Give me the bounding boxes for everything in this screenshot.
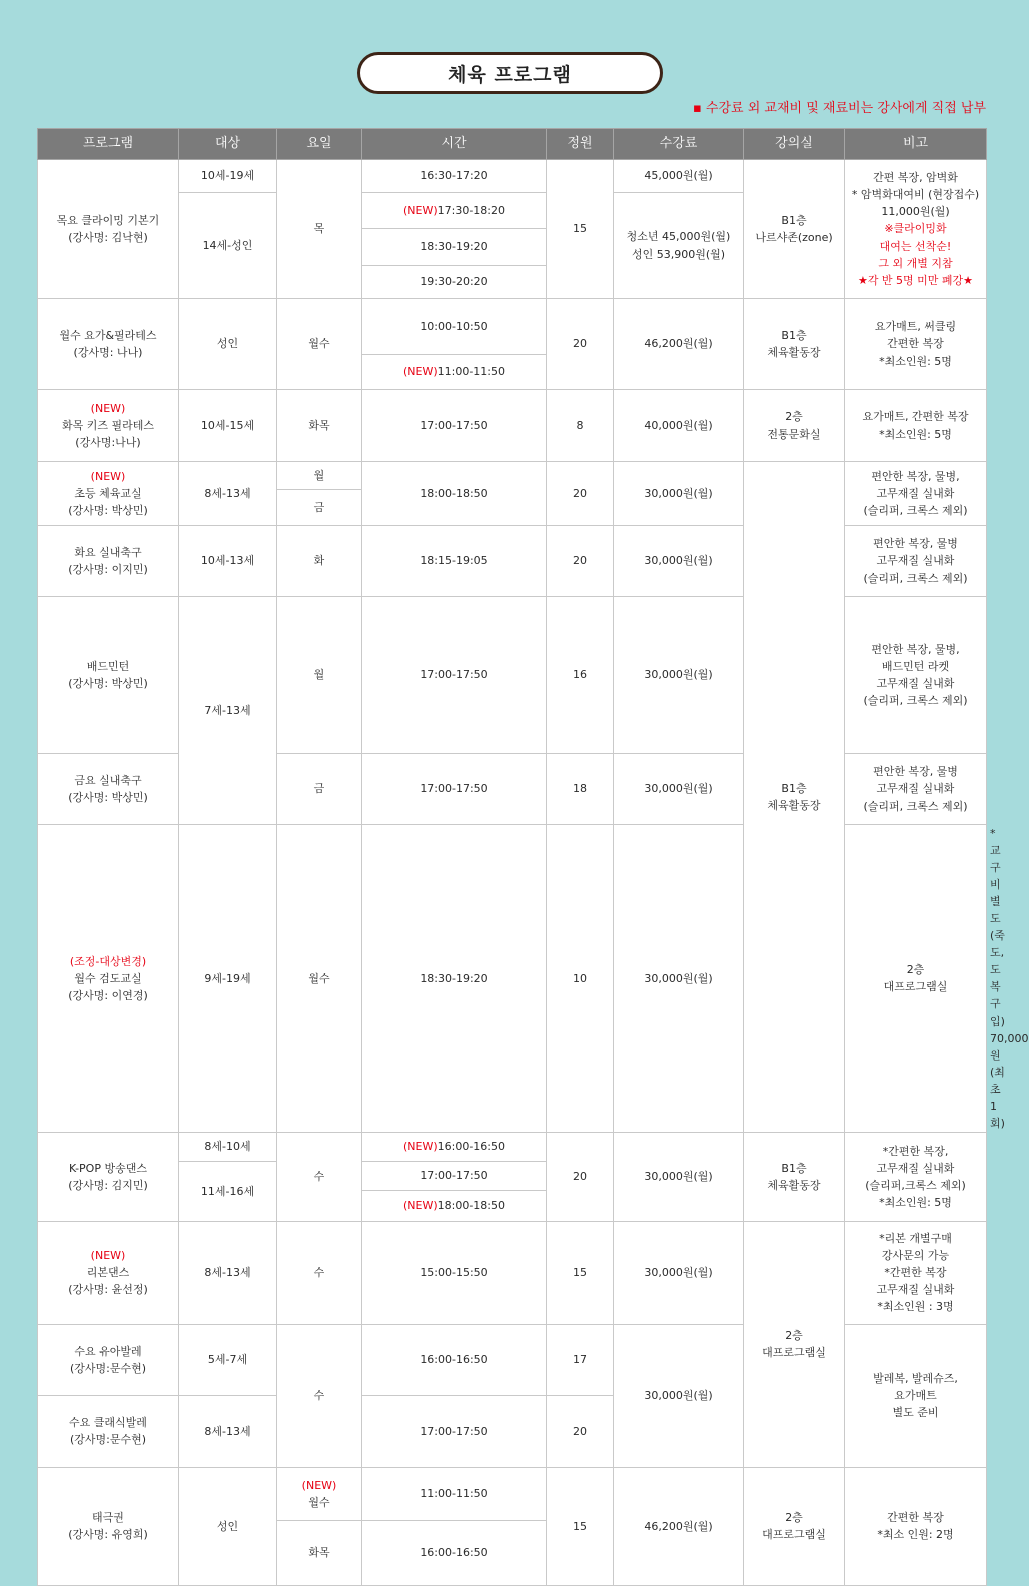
note-line: 요가매트, 써클링: [874, 320, 957, 334]
program-teacher: (강사명:문수현): [69, 1433, 147, 1447]
table-row: (조정-대상변경) 월수 검도교실 (강사명: 이연경) 9세-19세 월수 18:30-19:20 10 30,000원(월) 2층 대프로그램실 * 교구비 별도 (죽도, 도복 구입) 70,000원(최초 1회): [38, 825, 987, 1133]
notes-cell: [845, 526, 987, 597]
table-row: [38, 1467, 987, 1520]
day-cell: 화: [277, 526, 362, 597]
note-line: 고무재질 실내화: [876, 1283, 955, 1297]
note-line: 편안한 복장, 물병,: [871, 642, 960, 656]
capacity-cell: 8: [547, 390, 614, 462]
program-name: 월수 요가&필라테스: [59, 328, 157, 342]
fee-cell: 30,000원(월): [614, 526, 744, 597]
target-cell: 8세-13세: [179, 462, 277, 526]
room-name: 체육활동장: [767, 1178, 821, 1192]
time-cell: 17:00-17:50: [362, 1161, 547, 1190]
note-line: 고무재질 실내화: [876, 486, 955, 500]
room-name: 대프로그램실: [762, 1346, 826, 1360]
day-cell: 수: [277, 1324, 362, 1467]
day-cell: 화목: [277, 390, 362, 462]
fee-cell: 30,000원(월): [614, 1324, 744, 1467]
table-row: [38, 1324, 987, 1395]
capacity-cell: 20: [547, 462, 614, 526]
fee-cell: 30,000원(월): [614, 1221, 744, 1324]
notes-cell: [845, 390, 987, 462]
note-line: (슬리퍼, 크록스 제외): [863, 799, 968, 813]
new-tag: (NEW): [301, 1478, 337, 1492]
program-name: K-POP 방송댄스: [69, 1161, 147, 1175]
notes-cell: [845, 597, 987, 754]
program-teacher: (강사명: 박상민): [68, 677, 148, 690]
notes-cell: [845, 160, 987, 299]
target-cell: 14세-성인: [179, 193, 277, 299]
fee-cell: 30,000원(월): [614, 597, 744, 754]
target-cell: 성인: [179, 299, 277, 390]
note-line: 대여는 선착순!: [879, 239, 952, 253]
note-line: *최소인원: 5명: [879, 1195, 952, 1209]
target-cell: 8세-13세: [179, 1395, 277, 1467]
capacity-cell: 15: [547, 160, 614, 299]
fee-cell: 40,000원(월): [614, 390, 744, 462]
page-title: 체육 프로그램: [357, 52, 663, 94]
day-cell: 금: [277, 490, 362, 526]
program-teacher: (강사명: 김지민): [68, 1178, 148, 1192]
fee-line: 청소년 45,000원(월): [626, 230, 731, 244]
target-cell: 11세-16세: [179, 1161, 277, 1221]
program-teacher: (강사명: 김낙현): [68, 231, 148, 244]
day-cell: 월: [277, 462, 362, 490]
room-name: 대프로그램실: [883, 980, 948, 994]
program-teacher: (강사명: 유영희): [68, 1528, 148, 1542]
room-cell: [744, 1221, 845, 1467]
day-cell: 월수: [277, 299, 362, 390]
day-value: 월수: [308, 1495, 330, 1509]
notes-cell: [845, 299, 987, 390]
table-header-row: [38, 129, 987, 160]
room-cell: [744, 299, 845, 390]
program-cell: [38, 160, 179, 299]
table-row: [38, 526, 987, 597]
note-line: 요가매트: [894, 1389, 937, 1403]
program-tag: (조정-대상변경): [69, 954, 147, 968]
fee-cell: 46,200원(월): [614, 1467, 744, 1585]
day-cell: 화목: [277, 1520, 362, 1585]
room-name: 대프로그램실: [762, 1528, 826, 1542]
program-teacher: (강사명: 박상민): [68, 791, 148, 804]
capacity-cell: 15: [547, 1467, 614, 1585]
capacity-cell: 16: [547, 597, 614, 754]
header-program: 프로그램: [38, 129, 179, 160]
program-cell: [38, 526, 179, 597]
room-floor: B1층: [781, 1161, 807, 1175]
new-tag: (NEW): [402, 1140, 438, 1154]
program-teacher: (강사명:문수현): [69, 1361, 147, 1375]
time-cell: [362, 1190, 547, 1221]
notes-cell: [845, 754, 987, 825]
target-cell: 5세-7세: [179, 1324, 277, 1395]
note-line: * 암벽화대여비 (현장접수): [851, 188, 980, 202]
room-cell: [744, 462, 845, 1133]
program-cell: [38, 754, 179, 825]
note-line: 11,000원(월): [881, 205, 950, 219]
note-line: 편안한 복장, 물병,: [871, 469, 960, 483]
note-line: *최소인원: 5명: [879, 354, 952, 368]
target-cell: 8세-10세: [179, 1132, 277, 1161]
notes-cell: [845, 1324, 987, 1467]
program-tag: (NEW): [90, 401, 126, 415]
program-name: 금요 실내축구: [74, 773, 142, 787]
capacity-cell: 20: [547, 1395, 614, 1467]
time-value: 11:00-11:50: [437, 365, 505, 379]
room-floor: B1층: [781, 213, 807, 227]
table-row: [38, 1132, 987, 1161]
capacity-cell: 18: [547, 754, 614, 825]
capacity-cell: 10: [547, 825, 614, 1133]
program-tag: (NEW): [90, 1249, 126, 1263]
program-name: 화목 키즈 필라테스: [61, 418, 154, 432]
note-line: *간편한 복장,: [882, 1144, 949, 1158]
note-line: *리본 개별구매: [879, 1232, 952, 1246]
note-line: 간편한 복장: [887, 1511, 944, 1525]
capacity-cell: 15: [547, 1221, 614, 1324]
note-line: 고무재질 실내화: [876, 677, 955, 690]
program-name: 수요 유아발레: [74, 1344, 142, 1358]
header-notes: 비고: [845, 129, 987, 160]
program-teacher: (강사명: 나나): [73, 346, 143, 359]
capacity-cell: 20: [547, 299, 614, 390]
note-line: ※클라이밍화: [884, 222, 947, 236]
note-line: (슬리퍼, 크록스 제외): [863, 694, 968, 708]
day-cell: 월수: [277, 825, 362, 1133]
note-line: *간편한 복장: [884, 1266, 947, 1280]
target-cell: 9세-19세: [179, 825, 277, 1133]
day-cell: 수: [277, 1221, 362, 1324]
program-name: 태극권: [92, 1511, 124, 1525]
note-line: *최소인원 : 3명: [877, 1300, 954, 1314]
header-room: 강의실: [744, 129, 845, 160]
note-line: *최소 인원: 2명: [877, 1528, 954, 1542]
program-cell: [38, 1395, 179, 1467]
time-cell: 17:00-17:50: [362, 754, 547, 825]
new-tag: (NEW): [402, 365, 438, 379]
note-line: 간편 복장, 암벽화: [873, 171, 958, 185]
room-floor: B1층: [781, 781, 807, 795]
program-teacher: (강사명: 윤선정): [68, 1283, 148, 1297]
notes-cell: [845, 462, 987, 526]
room-cell: [744, 390, 845, 462]
time-cell: [362, 193, 547, 229]
program-name: 초등 체육교실: [74, 486, 142, 500]
time-cell: 16:00-16:50: [362, 1520, 547, 1585]
note-line: 편안한 복장, 물병: [873, 765, 958, 779]
time-cell: 11:00-11:50: [362, 1467, 547, 1520]
program-tag: (NEW): [90, 469, 126, 483]
time-cell: 16:30-17:20: [362, 160, 547, 193]
note-line: (슬리퍼, 크록스 제외): [863, 504, 968, 518]
day-cell: 목: [277, 160, 362, 299]
room-name: 체육활동장: [767, 798, 821, 812]
target-cell: 7세-13세: [179, 597, 277, 825]
room-floor: 2층: [785, 1511, 803, 1525]
program-cell: [38, 1132, 179, 1221]
time-cell: 19:30-20:20: [362, 266, 547, 299]
header-time: 시간: [362, 129, 547, 160]
fee-line: 성인 53,900원(월): [631, 247, 726, 261]
time-cell: 18:30-19:20: [362, 229, 547, 266]
fee-cell: 45,000원(월): [614, 160, 744, 193]
time-cell: 18:30-19:20: [362, 825, 547, 1133]
room-cell: [744, 160, 845, 299]
note-line: 배드민턴 라켓: [881, 659, 950, 673]
time-cell: [362, 355, 547, 390]
new-tag: (NEW): [402, 1199, 438, 1213]
time-cell: 17:00-17:50: [362, 597, 547, 754]
table-row: [38, 597, 987, 754]
time-cell: 17:00-17:50: [362, 390, 547, 462]
time-value: 17:30-18:20: [437, 203, 505, 217]
program-cell: [38, 462, 179, 526]
fee-cell: [614, 193, 744, 299]
time-cell: 10:00-10:50: [362, 299, 547, 355]
note-line: 고무재질 실내화: [876, 782, 955, 796]
time-value: 16:00-16:50: [437, 1140, 505, 1154]
room-name: 전통문화실: [767, 427, 821, 441]
day-cell: 수: [277, 1132, 362, 1221]
header-capacity: 정원: [547, 129, 614, 160]
room-name: 나르샤존(zone): [755, 231, 833, 244]
notes-cell: [845, 1467, 987, 1585]
time-cell: 17:00-17:50: [362, 1395, 547, 1467]
program-cell: [38, 1467, 179, 1585]
fee-cell: 30,000원(월): [614, 1132, 744, 1221]
day-cell: 금: [277, 754, 362, 825]
table-row: [38, 299, 987, 355]
program-cell: [38, 1324, 179, 1395]
room-floor: 2층: [785, 1329, 803, 1343]
fee-cell: 30,000원(월): [614, 754, 744, 825]
fee-cell: 46,200원(월): [614, 299, 744, 390]
time-value: 18:00-18:50: [437, 1199, 505, 1213]
target-cell: 10세-19세: [179, 160, 277, 193]
fee-cell: 30,000원(월): [614, 462, 744, 526]
program-cell: [38, 1221, 179, 1324]
note-line: (슬리퍼,크록스 제외): [865, 1178, 966, 1192]
target-cell: 10세-13세: [179, 526, 277, 597]
note-line: 고무재질 실내화: [876, 554, 955, 568]
note-line: 요가매트, 간편한 복장: [862, 410, 969, 424]
capacity-cell: 20: [547, 1132, 614, 1221]
header-day: 요일: [277, 129, 362, 160]
target-cell: 성인: [179, 1467, 277, 1585]
time-cell: [362, 1132, 547, 1161]
program-teacher: (강사명:나나): [75, 436, 141, 450]
time-cell: 18:00-18:50: [362, 462, 547, 526]
fee-cell: 30,000원(월): [614, 825, 744, 1133]
program-teacher: (강사명: 이지민): [68, 563, 148, 576]
capacity-cell: 20: [547, 526, 614, 597]
table-row: [38, 462, 987, 490]
room-floor: B1층: [781, 328, 807, 342]
note-line: (슬리퍼, 크록스 제외): [863, 571, 968, 585]
program-name: 배드민턴: [86, 659, 130, 673]
note-line: 발레복, 발레슈즈,: [873, 1372, 958, 1386]
program-cell: [38, 390, 179, 462]
note-line: 고무재질 실내화: [876, 1161, 955, 1175]
header-fee: 수강료: [614, 129, 744, 160]
table-row: [38, 1221, 987, 1324]
program-name: 리본댄스: [86, 1266, 130, 1280]
program-cell: [38, 299, 179, 390]
target-cell: 8세-13세: [179, 1221, 277, 1324]
program-teacher: (강사명: 이연경): [68, 988, 148, 1002]
program-name: 수요 클래식발레: [69, 1416, 147, 1430]
time-cell: 15:00-15:50: [362, 1221, 547, 1324]
room-cell: [845, 825, 987, 1133]
program-cell: [38, 825, 179, 1133]
program-cell: [38, 597, 179, 754]
room-cell: [744, 1467, 845, 1585]
capacity-cell: 17: [547, 1324, 614, 1395]
program-table: [37, 128, 1029, 1586]
time-cell: 18:15-19:05: [362, 526, 547, 597]
note-line: 간편한 복장: [887, 337, 944, 351]
room-floor: 2층: [785, 410, 803, 424]
program-name: 목요 클라이밍 기본기: [56, 213, 160, 227]
note-line: 강사문의 가능: [881, 1249, 950, 1263]
program-name: 화요 실내축구: [74, 545, 142, 559]
note-line: *최소인원: 5명: [879, 427, 952, 441]
fee-notice: ▪ 수강료 외 교재비 및 재료비는 강사에게 직접 납부: [692, 101, 986, 116]
day-cell: [277, 1467, 362, 1520]
note-line: ★각 반 5명 미만 폐강★: [857, 273, 974, 287]
table-row: [38, 390, 987, 462]
room-name: 체육활동장: [767, 346, 821, 359]
day-cell: 월: [277, 597, 362, 754]
notes-cell: [845, 1132, 987, 1221]
program-teacher: (강사명: 박상민): [68, 504, 148, 518]
note-line: 별도 준비: [892, 1406, 939, 1420]
room-cell: [744, 1132, 845, 1221]
header-target: 대상: [179, 129, 277, 160]
program-name: 월수 검도교실: [74, 971, 142, 985]
target-cell: 10세-15세: [179, 390, 277, 462]
new-tag: (NEW): [402, 203, 438, 217]
time-cell: 16:00-16:50: [362, 1324, 547, 1395]
note-line: 편안한 복장, 물병: [873, 537, 958, 551]
table-row: [38, 160, 987, 193]
room-floor: 2층: [906, 963, 925, 977]
notes-cell: [845, 1221, 987, 1324]
note-line: 그 외 개별 지참: [878, 256, 953, 270]
